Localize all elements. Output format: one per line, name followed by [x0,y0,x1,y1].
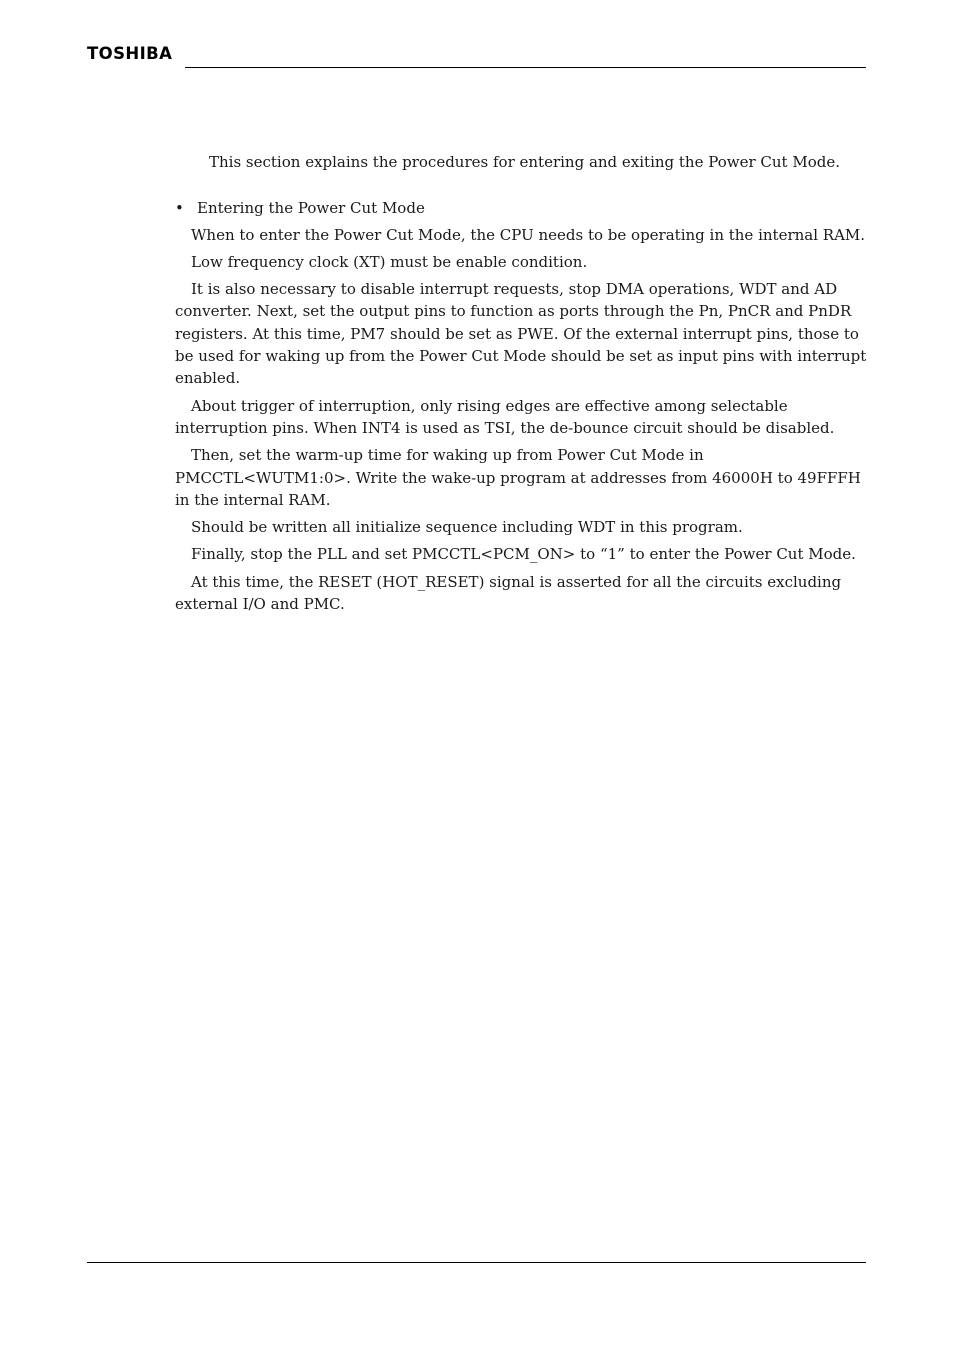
toshiba-logo: TOSHIBA [87,44,173,63]
paragraph-initialize: Should be written all initialize sequence including WDT in this program. [191,518,743,537]
paragraph-disable-interrupts: It is also necessary to disable interrupt requests, stop DMA operations, WDT and AD converter. Next, set the output pins to function as ports through the Pn, PnCR and PnDR registers. At this time, PM7 should be set as PWE. Of the external interrupt pins, those to be used for waking up from the Power Cut Mode should be set as input pins with interrupt enabled. [175,280,867,388]
intro-paragraph: This section explains the procedures for entering and exiting the Power Cut Mode. [209,153,840,171]
paragraph-xt-clock: Low frequency clock (XT) must be enable condition. [191,252,588,271]
bullet-item [175,197,867,219]
header-rule [185,67,866,68]
paragraph-trigger: About trigger of interruption, only rising edges are effective among selectable interruption pins. When INT4 is used as TSI, the de-bounce circuit should be disabled. [175,396,835,437]
paragraph-cpu-ram: When to enter the Power Cut Mode, the CPU needs to be operating in the internal RAM. [191,225,866,244]
paragraph-warmup: Then, set the warm-up time for waking up from Power Cut Mode in PMCCTL<WUTM1:0>. Write the wake-up program at addresses from 46000H to 49FFFH in the internal RAM. [175,446,861,509]
bullet-text: Entering the Power Cut Mode [197,199,425,218]
paragraph-reset: At this time, the RESET (HOT_RESET) signal is asserted for all the circuits excluding external I/O and PMC. [175,572,842,614]
document-body [175,151,867,620]
footer-rule [87,1262,866,1263]
paragraph-stop-pll: Finally, stop the PLL and set PMCCTL<PCM_ON> to “1” to enter the Power Cut Mode. [191,545,856,564]
bullet-icon: • [175,199,184,218]
